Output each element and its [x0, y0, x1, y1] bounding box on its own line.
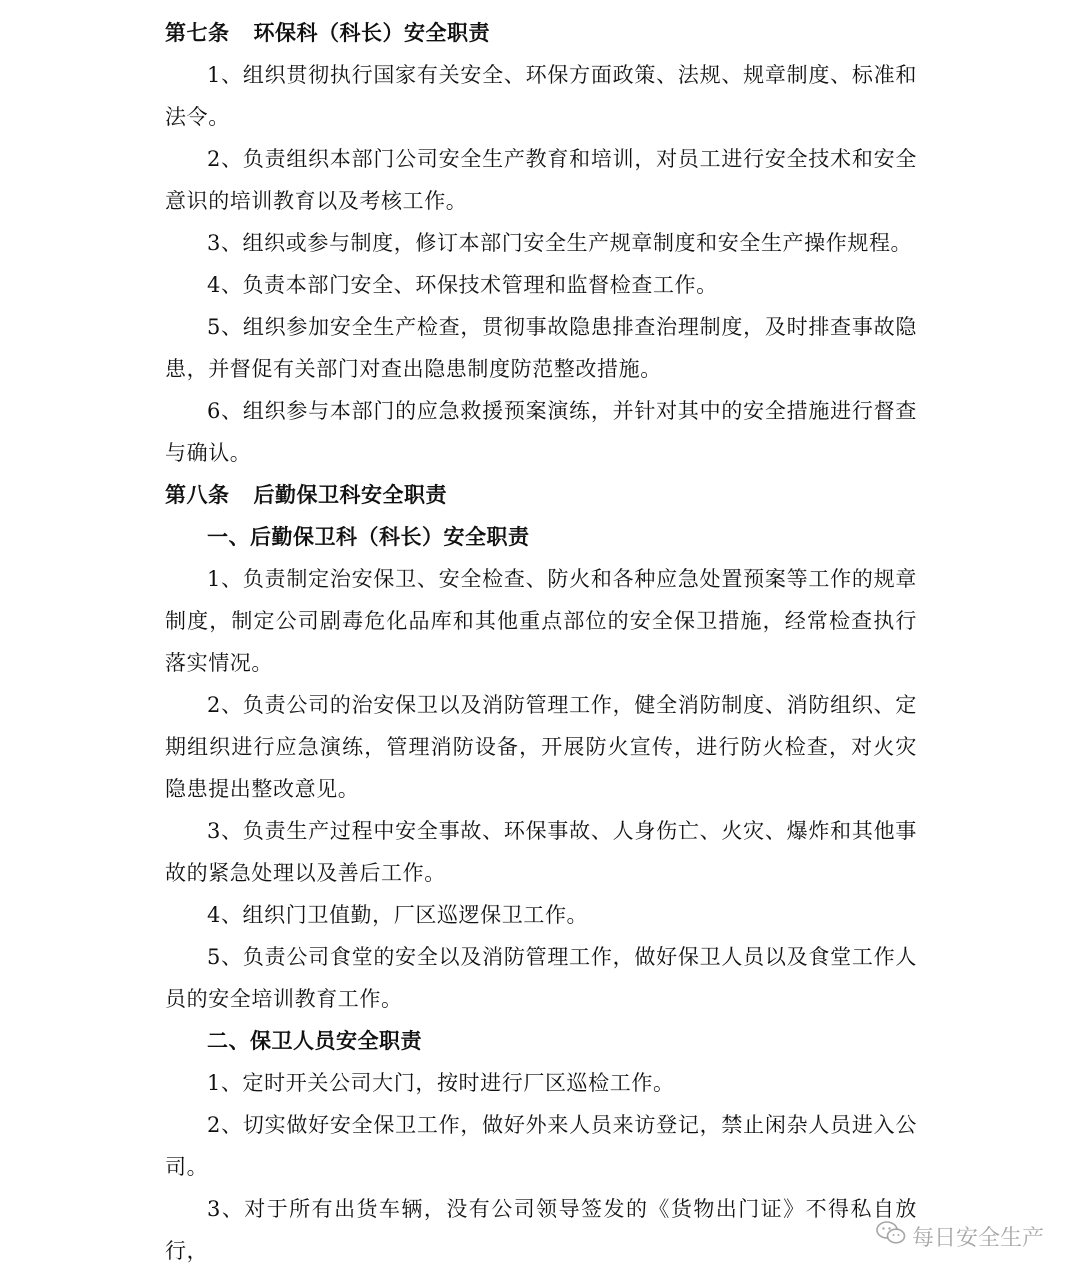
article-8-heading: [165, 474, 917, 516]
section-2-item: 2、切实做好安全保卫工作，做好外来人员来访登记，禁止闲杂人员进入公司。: [165, 1113, 917, 1179]
section-1-heading: 一、后勤保卫科（科长）安全职责: [207, 524, 530, 549]
article-7-item: 6、组织参与本部门的应急救援预案演练，并针对其中的安全措施进行督查与确认。: [165, 399, 917, 465]
section-2-item: 3、对于所有出货车辆，没有公司领导签发的《货物出门证》不得私自放行，: [165, 1197, 917, 1263]
article-7-item: 5、组织参加安全生产检查，贯彻事故隐患排查治理制度，及时排查事故隐患，并督促有关部门对查出隐患制度防范整改措施。: [165, 315, 917, 381]
section-2-item: 1、定时开关公司大门，按时进行厂区巡检工作。: [207, 1071, 675, 1095]
section-1-item: 2、负责公司的治安保卫以及消防管理工作，健全消防制度、消防组织、定期组织进行应急演练，管理消防设备，开展防火宣传，进行防火检查，对火灾隐患提出整改意见。: [165, 693, 917, 801]
section-2-heading: 二、保卫人员安全职责: [207, 1028, 422, 1053]
article-7-item: 4、负责本部门安全、环保技术管理和监督检查工作。: [207, 273, 718, 297]
article-7-item: 1、组织贯彻执行国家有关安全、环保方面政策、法规、规章制度、标准和法令。: [165, 63, 917, 129]
article-8-title: 后勤保卫科安全职责: [253, 482, 447, 507]
article-7-item: 3、组织或参与制度，修订本部门安全生产规章制度和安全生产操作规程。: [207, 231, 913, 255]
section-1-item: 3、负责生产过程中安全事故、环保事故、人身伤亡、火灾、爆炸和其他事故的紧急处理以及善后工作。: [165, 819, 917, 885]
section-1-item: 1、负责制定治安保卫、安全检查、防火和各种应急处置预案等工作的规章制度，制定公司剧毒危化品库和其他重点部位的安全保卫措施，经常检查执行落实情况。: [165, 567, 917, 675]
document-page: [165, 12, 917, 1272]
article-7-title: 环保科（科长）安全职责: [253, 20, 490, 45]
article-7-item: 2、负责组织本部门公司安全生产教育和培训，对员工进行安全技术和安全意识的培训教育以及考核工作。: [165, 147, 917, 213]
article-7-heading: [165, 12, 917, 54]
section-1-item: 5、负责公司食堂的安全以及消防管理工作，做好保卫人员以及食堂工作人员的安全培训教育工作。: [165, 945, 917, 1011]
section-1-item: 4、组织门卫值勤，厂区巡逻保卫工作。: [207, 903, 589, 927]
watermark-text: 每日安全生产: [911, 1225, 1044, 1251]
article-8-number: 第八条: [165, 482, 230, 507]
article-7-number: 第七条: [165, 20, 230, 45]
watermark: [876, 1220, 1044, 1252]
wechat-icon: [876, 1220, 906, 1252]
